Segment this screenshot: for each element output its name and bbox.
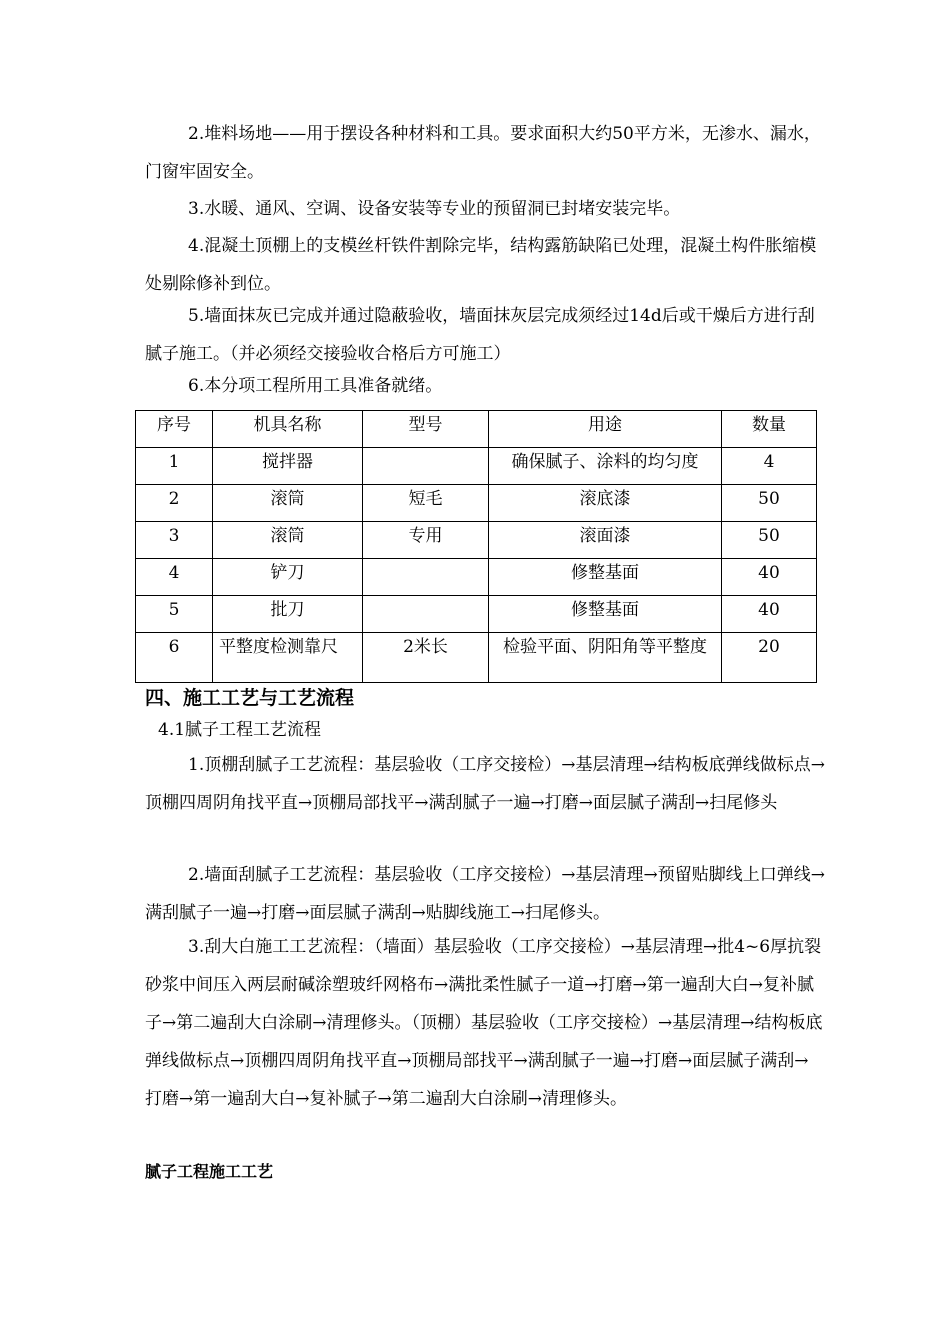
paragraph-wall-flow: 2.墙面刮腻子工艺流程：基层验收（工序交接检）→基层清理→预留贴脚线上口弹线→满刮腻子一遍→打磨→面层腻子满刮→贴脚线施工→扫尾修头。 (145, 865, 825, 923)
table-cell (363, 448, 489, 485)
table-header-cell: 数量 (722, 411, 817, 448)
paragraph-wall-plaster: 5.墙面抹灰已完成并通过隐蔽验收，墙面抹灰层完成须经过14d后或干燥后方进行刮腻子施工。（并必须经交接验收合格后方可施工） (145, 306, 815, 364)
table-cell: 确保腻子、涂料的均匀度 (489, 448, 722, 485)
table-cell: 40 (722, 596, 817, 633)
table-cell: 2米长 (363, 633, 489, 683)
table-cell: 50 (722, 522, 817, 559)
paragraph-tools-ready: 6.本分项工程所用工具准备就绪。 (188, 376, 443, 396)
table-cell: 40 (722, 559, 817, 596)
table-cell: 专用 (363, 522, 489, 559)
table-cell (363, 596, 489, 633)
table-cell: 4 (136, 559, 213, 596)
table-header-cell: 用途 (489, 411, 722, 448)
table-row (136, 522, 817, 559)
table-header-cell: 序号 (136, 411, 213, 448)
table-cell: 搅拌器 (213, 448, 363, 485)
table-cell: 1 (136, 448, 213, 485)
paragraph-whitewash-flow: 3.刮大白施工工艺流程：（墙面）基层验收（工序交接检）→基层清理→批4~6厚抗裂砂浆中间压入两层耐碱涂塑玻纤网格布→满批柔性腻子一道→打磨→第一遍刮大白→复补腻子→第二遍刮大白涂刷→清理修头。（顶棚）基层验收（工序交接检）→基层清理→结构板底弹线做标点→顶棚四周阴角找平直→顶棚局部找平→满刮腻子一遍→打磨→面层腻子满刮→打磨→第一遍刮大白→复补腻子→第二遍刮大白涂刷→清理修头。 (145, 937, 823, 1109)
table-cell: 短毛 (363, 485, 489, 522)
bottom-heading: 腻子工程施工工艺 (145, 1162, 274, 1181)
table-cell: 滚面漆 (489, 522, 722, 559)
table-cell: 滚筒 (213, 522, 363, 559)
table-cell: 修整基面 (489, 559, 722, 596)
table-row (136, 559, 817, 596)
table-header-cell: 机具名称 (213, 411, 363, 448)
paragraph-ceiling-flow: 1.顶棚刮腻子工艺流程：基层验收（工序交接检）→基层清理→结构板底弹线做标点→顶棚四周阴角找平直→顶棚局部找平→满刮腻子一遍→打磨→面层腻子满刮→扫尾修头 (145, 755, 825, 813)
table-cell: 20 (722, 633, 817, 683)
tools-table (135, 410, 817, 683)
table-header-row (136, 411, 817, 448)
table-cell: 6 (136, 633, 213, 683)
table-header-cell: 型号 (363, 411, 489, 448)
table-row (136, 485, 817, 522)
table-cell: 修整基面 (489, 596, 722, 633)
paragraph-concrete-ceiling: 4.混凝土顶棚上的支模丝杆铁件割除完毕，结构露筋缺陷已处理，混凝土构件胀缩模处剔除修补到位。 (145, 236, 817, 294)
table-cell: 滚筒 (213, 485, 363, 522)
section-heading: 四、施工工艺与工艺流程 (145, 687, 355, 709)
subsection-title: 4.1腻子工程工艺流程 (158, 720, 322, 740)
table-cell: 平整度检测靠尺 (213, 633, 363, 683)
table-row (136, 448, 817, 485)
table-cell: 3 (136, 522, 213, 559)
table-cell: 检验平面、阴阳角等平整度 (489, 633, 722, 683)
table-cell (363, 559, 489, 596)
table-cell: 4 (722, 448, 817, 485)
table-cell: 批刀 (213, 596, 363, 633)
table-cell: 2 (136, 485, 213, 522)
table-cell: 铲刀 (213, 559, 363, 596)
table-cell: 5 (136, 596, 213, 633)
table-row (136, 633, 817, 683)
table-cell: 50 (722, 485, 817, 522)
table-cell: 滚底漆 (489, 485, 722, 522)
paragraph-storage-site: 2.堆料场地——用于摆设各种材料和工具。要求面积大约50平方米，无渗水、漏水，门窗牢固安全。 (145, 124, 821, 182)
table-row (136, 596, 817, 633)
paragraph-reserved-holes: 3.水暖、通风、空调、设备安装等专业的预留洞已封堵安装完毕。 (188, 199, 681, 219)
